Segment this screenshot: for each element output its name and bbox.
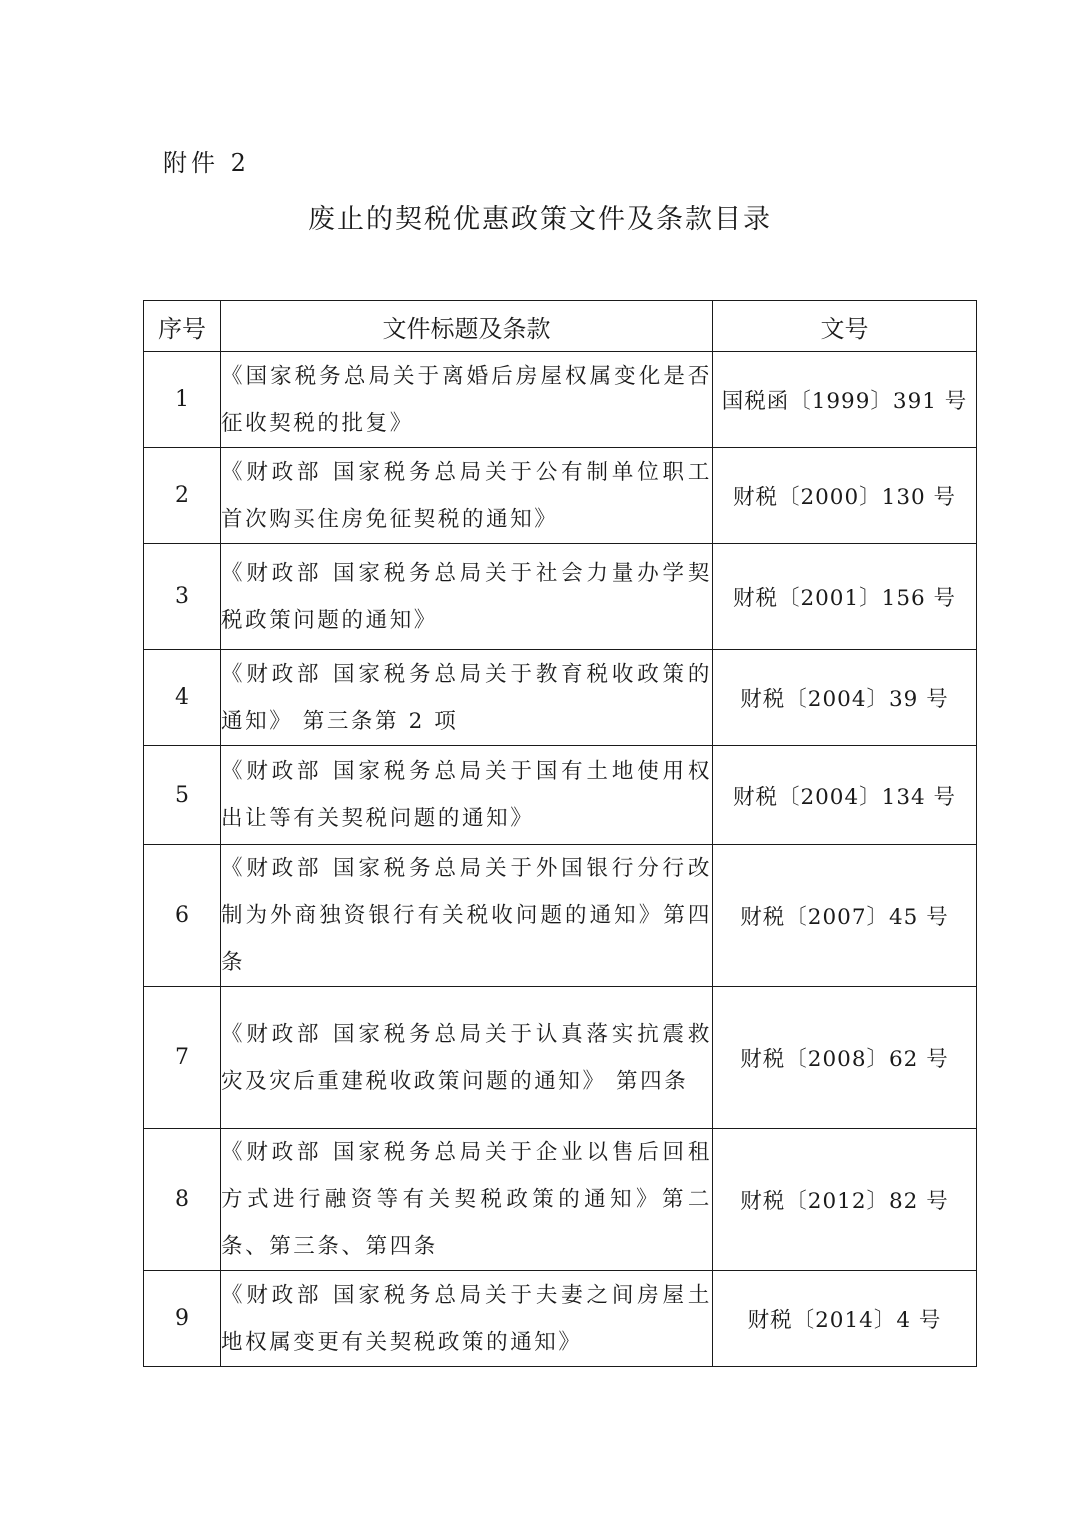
table-row xyxy=(144,448,977,544)
attachment-label: 附件 2 xyxy=(163,149,250,177)
table-row xyxy=(144,987,977,1129)
document-number: 财税〔2008〕62 号 xyxy=(713,987,977,1129)
repealed-documents-table xyxy=(143,300,977,1367)
document-title: 废止的契税优惠政策文件及条款目录 xyxy=(308,204,772,235)
document-number: 财税〔2004〕134 号 xyxy=(713,746,977,845)
table-row xyxy=(144,845,977,987)
serial-number: 1 xyxy=(144,352,221,448)
document-number: 财税〔2007〕45 号 xyxy=(713,845,977,987)
document-title-cell: 《财政部 国家税务总局关于外国银行分行改制为外商独资银行有关税收问题的通知》第四条 xyxy=(221,845,713,987)
header-serial-number: 序号 xyxy=(144,301,221,352)
document-number: 财税〔2004〕39 号 xyxy=(713,650,977,746)
table-row xyxy=(144,1271,977,1367)
document-title-cell: 《财政部 国家税务总局关于公有制单位职工首次购买住房免征契税的通知》 xyxy=(221,448,713,544)
document-number: 国税函〔1999〕391 号 xyxy=(713,352,977,448)
document-title-cell: 《财政部 国家税务总局关于社会力量办学契税政策问题的通知》 xyxy=(221,544,713,650)
serial-number: 5 xyxy=(144,746,221,845)
document-number: 财税〔2012〕82 号 xyxy=(713,1129,977,1271)
table-row xyxy=(144,1129,977,1271)
table-row xyxy=(144,352,977,448)
serial-number: 3 xyxy=(144,544,221,650)
document-number: 财税〔2000〕130 号 xyxy=(713,448,977,544)
table-header-row xyxy=(144,301,977,352)
document-title-cell: 《财政部 国家税务总局关于夫妻之间房屋土地权属变更有关契税政策的通知》 xyxy=(221,1271,713,1367)
document-title-cell: 《国家税务总局关于离婚后房屋权属变化是否征收契税的批复》 xyxy=(221,352,713,448)
header-document-number: 文号 xyxy=(713,301,977,352)
table-row xyxy=(144,650,977,746)
table-row xyxy=(144,746,977,845)
document-number: 财税〔2001〕156 号 xyxy=(713,544,977,650)
serial-number: 6 xyxy=(144,845,221,987)
serial-number: 8 xyxy=(144,1129,221,1271)
document-title-cell: 《财政部 国家税务总局关于认真落实抗震救灾及灾后重建税收政策问题的通知》 第四条 xyxy=(221,987,713,1129)
document-title-cell: 《财政部 国家税务总局关于国有土地使用权出让等有关契税问题的通知》 xyxy=(221,746,713,845)
serial-number: 2 xyxy=(144,448,221,544)
document-title-cell: 《财政部 国家税务总局关于企业以售后回租方式进行融资等有关契税政策的通知》第二条、第三条、第四条 xyxy=(221,1129,713,1271)
table-row xyxy=(144,544,977,650)
serial-number: 9 xyxy=(144,1271,221,1367)
document-title-cell: 《财政部 国家税务总局关于教育税收政策的通知》 第三条第 2 项 xyxy=(221,650,713,746)
serial-number: 7 xyxy=(144,987,221,1129)
document-number: 财税〔2014〕4 号 xyxy=(713,1271,977,1367)
header-document-title: 文件标题及条款 xyxy=(221,301,713,352)
serial-number: 4 xyxy=(144,650,221,746)
